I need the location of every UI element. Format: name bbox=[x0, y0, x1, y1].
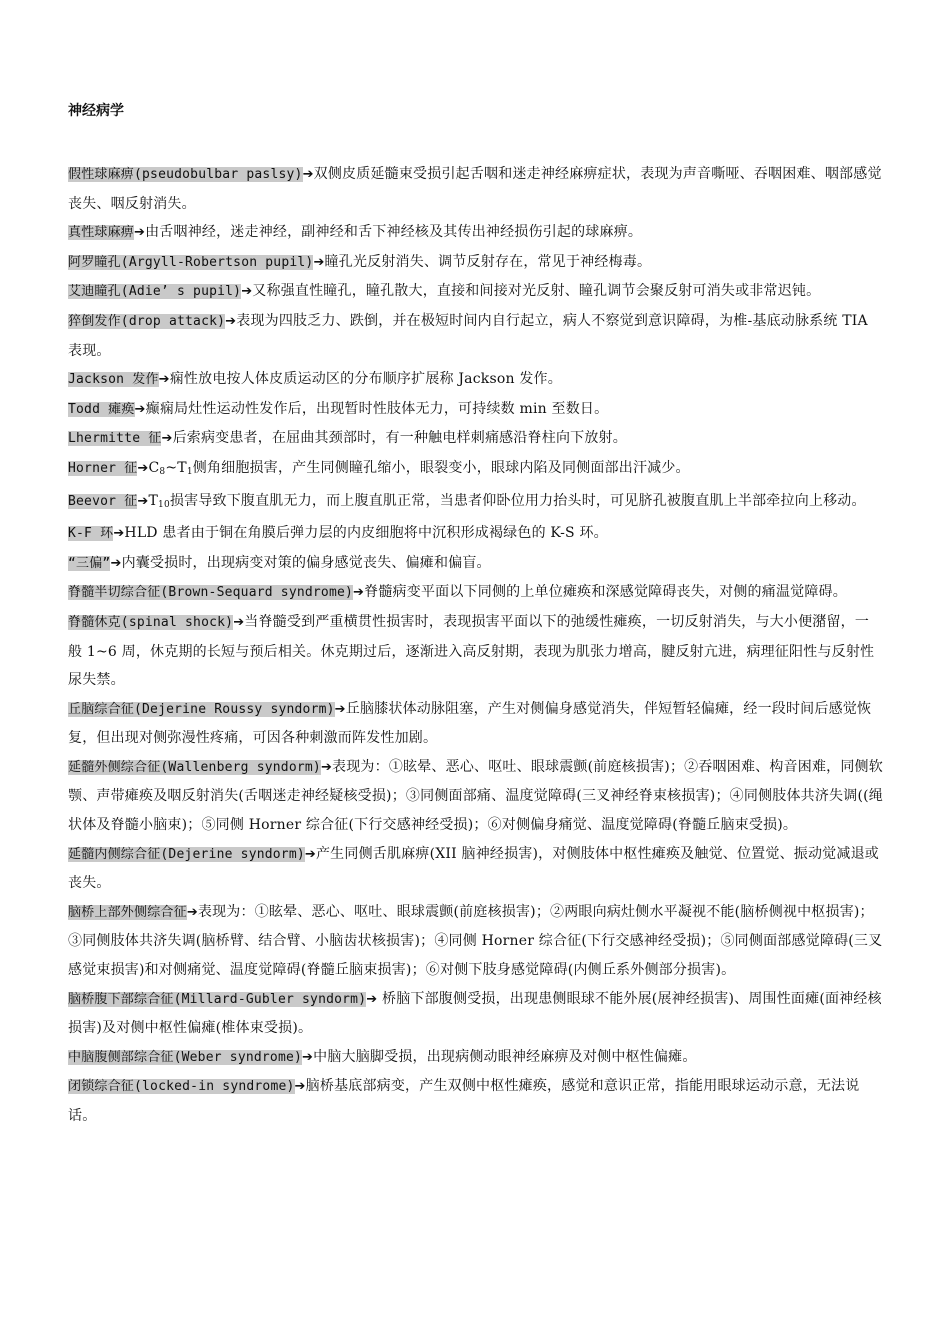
desc-subscript: 8 bbox=[159, 466, 166, 477]
entry-description: 由舌咽神经，迷走神经，副神经和舌下神经核及其传出神经损伤引起的球麻痹。 bbox=[145, 224, 643, 241]
arrow-icon: ➔ bbox=[137, 493, 149, 509]
entry-term: 猝倒发作(drop attack) bbox=[68, 313, 226, 329]
entry-term: 真性球麻痹 bbox=[68, 225, 135, 241]
entry-term: 脑桥腹下部综合征(Millard-Gubler syndorm) bbox=[68, 991, 367, 1007]
entry-term: Beevor 征 bbox=[68, 493, 138, 509]
entry-description: 损害导致下腹直肌无力，而上腹直肌正常，当患者仰卧位用力抬头时，可见脐孔被腹直肌上半部牵拉向上移动。 bbox=[169, 492, 866, 509]
entry-description: HLD 患者由于铜在角膜后弹力层的内皮细胞将中沉积形成褐绿色的 K-S 环。 bbox=[124, 525, 608, 542]
entry bbox=[68, 985, 883, 1043]
arrow-icon: ➔ bbox=[366, 991, 378, 1007]
arrow-icon: ➔ bbox=[353, 585, 365, 601]
entry bbox=[68, 218, 883, 248]
arrow-icon: ➔ bbox=[294, 1079, 306, 1095]
desc-mid: ~T bbox=[165, 459, 187, 476]
entry-term: 中脑腹侧部综合征(Weber syndrome) bbox=[68, 1049, 303, 1065]
arrow-icon: ➔ bbox=[302, 1049, 314, 1065]
entry-description: 桥脑下部腹侧受损，出现患侧眼球不能外展(展神经损害)、周围性面瘫(面神经核损害)及对侧中枢性偏瘫(椎体束受损)。 bbox=[68, 990, 882, 1037]
entry bbox=[68, 519, 883, 549]
entry bbox=[68, 248, 883, 278]
desc-subscript: 10 bbox=[158, 499, 170, 510]
arrow-icon: ➔ bbox=[233, 614, 245, 630]
entry bbox=[68, 695, 883, 753]
arrow-icon: ➔ bbox=[334, 701, 346, 717]
entry-term: Lhermitte 征 bbox=[68, 431, 162, 447]
arrow-icon: ➔ bbox=[161, 431, 173, 447]
entry-description: 表现为：①眩晕、恶心、呕吐、眼球震颤(前庭核损害)；②两眼向病灶侧水平凝视不能(脑桥侧视中枢损害)；③同侧肢体共济失调(脑桥臂、结合臂、小脑齿状核损害)；④同侧 Horner 综合征(下行交感神经受损)；⑤同侧面部感觉障碍(三叉感觉束损害)和对侧痛觉、温度觉障碍(脊髓丘脑束损害)；⑥对侧下肢身感觉障碍(内侧丘系外侧部分损害)。 bbox=[68, 903, 883, 979]
entry-description: 侧角细胞损害，产生同侧瞳孔缩小，眼裂变小，眼球内陷及同侧面部出汗减少。 bbox=[192, 459, 690, 476]
arrow-icon: ➔ bbox=[110, 555, 122, 571]
entry bbox=[68, 365, 883, 395]
arrow-icon: ➔ bbox=[137, 460, 149, 476]
document-title: 神经病学 bbox=[68, 103, 124, 119]
arrow-icon: ➔ bbox=[320, 759, 333, 775]
entry-term: 脊髓半切综合征(Brown-Sequard syndrome) bbox=[68, 585, 354, 601]
entry-description: 当脊髓受到严重横贯性损害时，表现损害平面以下的弛缓性瘫痪，一切反射消失，与大小便潴留，一般 1~6 周，休克期的长短与预后相关。休克期过后，逐渐进入高反射期，表现为肌张力增高，腱反射亢进，病理征阳性与反射性尿失禁。 bbox=[68, 613, 875, 689]
entry bbox=[68, 160, 883, 218]
entry bbox=[68, 1043, 883, 1073]
entry-description: 脑桥基底部病变，产生双侧中枢性瘫痪，感觉和意识正常，指能用眼球运动示意，无法说话。 bbox=[68, 1078, 860, 1124]
arrow-icon: ➔ bbox=[186, 904, 198, 920]
entry-description: 表现为四肢乏力、跌倒，并在极短时间内自行起立，病人不察觉到意识障碍，为椎-基底动脉系统 TIA 表现。 bbox=[68, 312, 868, 359]
entry bbox=[68, 578, 883, 608]
arrow-icon: ➔ bbox=[134, 225, 146, 241]
entry-term: 艾迪瞳孔(Adie’ s pupil) bbox=[68, 284, 242, 300]
arrow-icon: ➔ bbox=[225, 313, 237, 329]
entry-term: 闭锁综合征(locked-in syndrome) bbox=[68, 1079, 295, 1095]
entry-description: 丘脑膝状体动脉阻塞，产生对侧偏身感觉消失，伴短暂轻偏瘫，经一段时间后感觉恢复，但出现对侧弥漫性疼痛，可因各种刺激而阵发性加剧。 bbox=[68, 700, 872, 747]
entry bbox=[68, 549, 883, 579]
entry bbox=[68, 1072, 883, 1130]
entry bbox=[68, 454, 883, 487]
entry-description: 又称强直性瞳孔，瞳孔散大，直接和间接对光反射、瞳孔调节会聚反射可消失或非常迟钝。 bbox=[252, 283, 821, 300]
entry-term: 假性球麻痹(pseudobulbar paslsy) bbox=[68, 167, 303, 182]
entry-list bbox=[68, 160, 883, 1131]
entry-term: K-F 环 bbox=[68, 526, 114, 542]
arrow-icon: ➔ bbox=[158, 372, 170, 388]
arrow-icon: ➔ bbox=[113, 526, 125, 542]
entry-term: Horner 征 bbox=[68, 460, 138, 476]
entry-description: 双侧皮质延髓束受损引起舌咽和迷走神经麻痹症状，表现为声音嘶哑、吞咽困难、咽部感觉丧失、咽反射消失。 bbox=[68, 166, 882, 212]
arrow-icon: ➔ bbox=[313, 254, 325, 270]
entry bbox=[68, 840, 883, 898]
entry-description: 中脑大脑脚受损，出现病侧动眼神经麻痹及对侧中枢性偏瘫。 bbox=[313, 1048, 697, 1065]
entry-term: Jackson 发作 bbox=[68, 372, 159, 388]
entry-description: 脊髓病变平面以下同侧的上单位瘫痪和深感觉障碍丧失，对侧的痛温觉障碍。 bbox=[364, 584, 847, 601]
entry-term: 丘脑综合征(Dejerine Roussy syndorm) bbox=[68, 701, 335, 717]
entry bbox=[68, 424, 883, 454]
desc-subscript: 1 bbox=[186, 466, 193, 477]
entry-term: Todd 瘫痪 bbox=[68, 401, 135, 417]
desc-prefix: C bbox=[148, 459, 160, 476]
arrow-icon: ➔ bbox=[302, 167, 314, 182]
entry bbox=[68, 898, 883, 985]
entry bbox=[68, 753, 883, 840]
entry-description: 产生同侧舌肌麻痹(XII 脑神经损害)，对侧肢体中枢性瘫痪及触觉、位置觉、振动觉减退或丧失。 bbox=[68, 845, 879, 892]
entry-description: 瞳孔光反射消失、调节反射存在，常见于神经梅毒。 bbox=[324, 253, 652, 270]
entry-description: 后索病变患者，在屈曲其颈部时，有一种触电样刺痛感沿脊柱向下放射。 bbox=[172, 430, 627, 447]
entry-term: 延髓外侧综合征(Wallenberg syndorm) bbox=[68, 759, 321, 775]
entry bbox=[68, 608, 883, 695]
arrow-icon: ➔ bbox=[304, 846, 316, 862]
entry-description: 痫性放电按人体皮质运动区的分布顺序扩展称 Jackson 发作。 bbox=[169, 371, 562, 388]
entry-term: 脊髓休克(spinal shock) bbox=[68, 614, 234, 630]
entry-term: “三偏” bbox=[68, 555, 111, 571]
desc-prefix: T bbox=[148, 492, 159, 509]
entry-description: 癫痫局灶性运动性发作后，出现暂时性肢体无力，可持续数 min 至数日。 bbox=[145, 400, 609, 417]
arrow-icon: ➔ bbox=[134, 401, 146, 417]
document-page bbox=[68, 100, 883, 1131]
entry bbox=[68, 395, 883, 425]
entry bbox=[68, 487, 883, 520]
entry-term: 延髓内侧综合征(Dejerine syndorm) bbox=[68, 846, 305, 862]
entry-term: 阿罗瞳孔(Argyll-Robertson pupil) bbox=[68, 254, 314, 270]
entry-description: 表现为：①眩晕、恶心、呕吐、眼球震颤(前庭核损害)；②吞咽困难、构音困难，同侧软颚、声带瘫痪及咽反射消失(舌咽迷走神经疑核受损)；③同侧面部痛、温度觉障碍(三叉神经脊束核损害)；④同侧肢体共济失调((绳状体及脊髓小脑束)；⑤同侧 Horner 综合征(下行交感神经受损)；⑥对侧偏身痛觉、温度觉障碍(脊髓丘脑束受损)。 bbox=[68, 758, 883, 834]
entry bbox=[68, 307, 883, 365]
entry-term: 脑桥上部外侧综合征 bbox=[68, 904, 187, 920]
entry-description: 内囊受损时，出现病变对策的偏身感觉丧失、偏瘫和偏盲。 bbox=[121, 554, 491, 571]
entry bbox=[68, 277, 883, 307]
arrow-icon: ➔ bbox=[241, 284, 253, 300]
